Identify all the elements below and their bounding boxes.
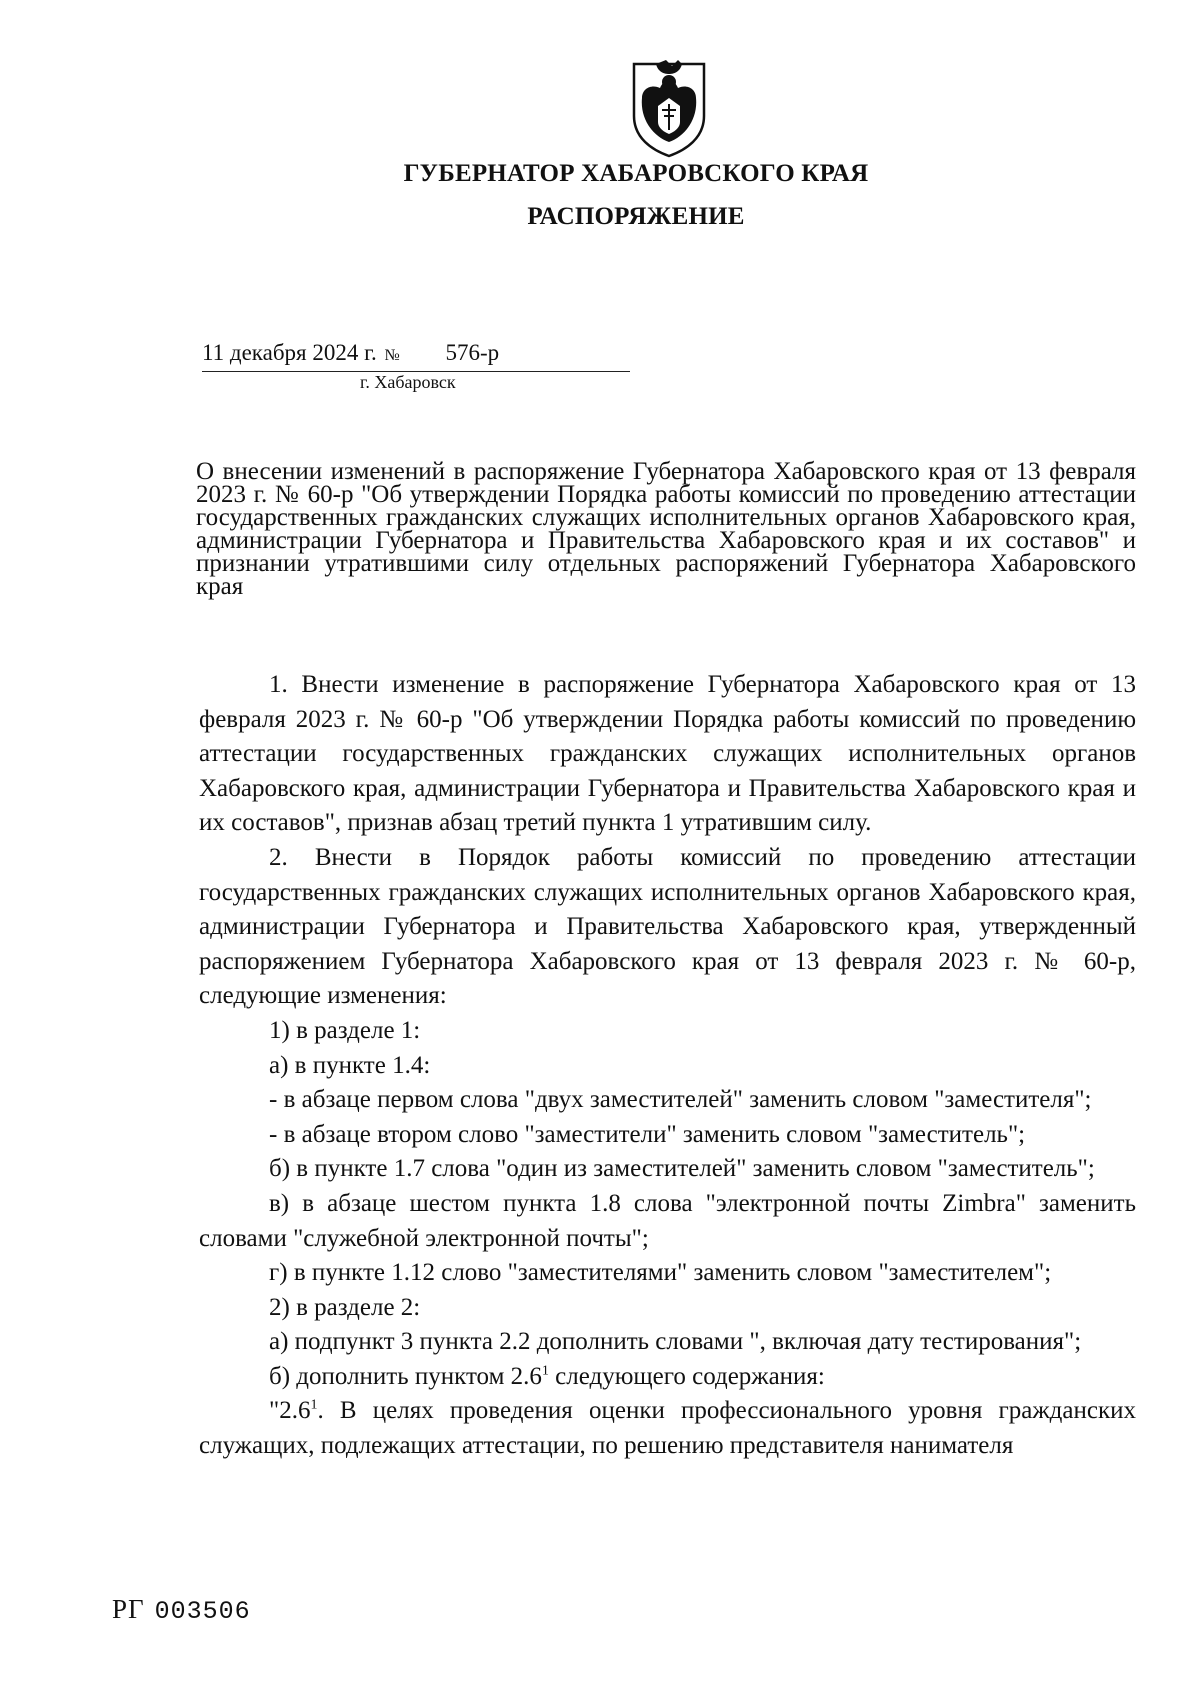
paragraph-item-g-1-12: г) в пункте 1.12 слово "заместителями" заменить словом "заместителем"; [269, 1259, 1052, 1287]
paragraph-quote-2-6: "$2.6^1$. В целях проведения оценки профессионального уровня гражданских служащих, подлежащих аттестации, по решению представителя нанимателя [199, 1397, 1136, 1460]
registry-serial: 003506 [154, 1597, 251, 1626]
paragraph-item-b-2-6: б) дополнить пунктом $2.6^1$ следующего содержания: [269, 1362, 825, 1390]
paragraph-1: 1. Внести изменение в распоряжение Губернатора Хабаровского края от 13 февраля 2023 г. № 60-р "Об утверждении Порядка работы комиссий по проведению аттестации государственных гражданских служащих исполнительных органов Хабаровского края, администрации Губернатора и Правительства Хабаровского края и их составов", признав абзац третий пункта 1 утратившим силу. [199, 671, 1136, 837]
number-sign: № [384, 347, 400, 364]
date-number-line [202, 338, 630, 372]
document-body [199, 668, 1136, 1464]
paragraph-item-a-1-4: а) в пункте 1.4: [269, 1051, 431, 1079]
paragraph-section-1: 1) в разделе 1: [269, 1016, 421, 1044]
paragraph-item-a-2-2: а) подпункт 3 пункта 2.2 дополнить словами ", включая дату тестирования"; [269, 1328, 1082, 1356]
coat-of-arms-emblem [626, 58, 712, 158]
document-number: 576-р [445, 340, 500, 365]
registry-series: РГ [112, 1594, 145, 1624]
paragraph-section-2: 2) в разделе 2: [269, 1293, 421, 1321]
document-date: 11 декабря 2024 г. [202, 340, 377, 365]
paragraph-dash-second: - в абзаце втором слово "заместители" заменить словом "заместитель"; [269, 1120, 1026, 1148]
registry-number [112, 1594, 251, 1626]
paragraph-item-b-1-7: б) в пункте 1.7 слова "один из заместителей" заменить словом "заместитель"; [269, 1155, 1095, 1183]
paragraph-item-v-1-8: в) в абзаце шестом пункта 1.8 слова "электронной почты Zimbra" заменить словами "служебной электронной почты"; [199, 1189, 1136, 1252]
issuer-title: ГУБЕРНАТОР ХАБАРОВСКОГО КРАЯ [403, 160, 869, 187]
paragraph-2: 2. Внести в Порядок работы комиссий по проведению аттестации государственных гражданских служащих исполнительных органов Хабаровского края, администрации Губернатора и Правительства Хабаровского края, утвержденный распоряжением Губернатора Хабаровского края от 13 февраля 2023 г. № 60-р, следующие изменения: [199, 843, 1136, 1010]
document-subject: О внесении изменений в распоряжение Губернатора Хабаровского края от 13 февраля 2023 г. № 60-р "Об утверждении Порядка работы комиссий по проведению аттестации государственных гражданских служащих исполнительных органов Хабаровского края, администрации Губернатора и Правительства Хабаровского края и их составов" и признании утратившими силу отдельных распоряжений Губернатора Хабаровского края [196, 458, 1136, 600]
document-type-title: РАСПОРЯЖЕНИЕ [527, 203, 745, 230]
paragraph-dash-first: - в абзаце первом слова "двух заместителей" заменить словом "заместителя"; [269, 1086, 1092, 1114]
document-city: г. Хабаровск [360, 372, 456, 392]
